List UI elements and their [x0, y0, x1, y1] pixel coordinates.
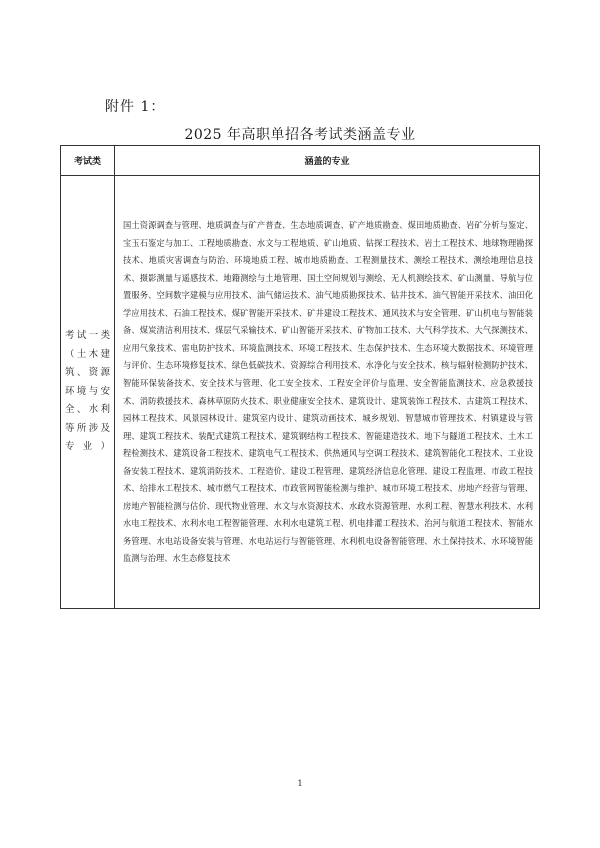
header-exam-category: 考试类	[61, 146, 115, 176]
document-title: 2025 年高职单招各考试类涵盖专业	[184, 127, 416, 143]
majors-table	[60, 145, 540, 609]
majors-list-text: 国土资源调查与管理、地质调查与矿产普查、生态地质调查、矿产地质勘查、煤田地质勘查、岩矿分析与鉴定、宝玉石鉴定与加工、工程地质勘查、水文与工程地质、矿山地质、钻探工程技术、岩土工程技术、地球物理勘探技术、地质灾害调查与防治、环境地质工程、城市地质勘查、工程测量技术、测绘工程技术、测绘地理信息技术、摄影测量与遥感技术、地籍测绘与土地管理、国土空间规划与测绘、无人机测绘技术、矿山测量、导航与位置服务、空间数字建模与应用技术、油气储运技术、油气地质勘探技术、钻井技术、油气智能开采技术、油田化学应用技术、石油工程技术、煤矿智能开采技术、矿井建设工程技术、通风技术与安全管理、矿山机电与智能装备、煤炭清洁利用技术、煤层气采输技术、矿山智能开采技术、矿物加工技术、大气科学技术、大气探测技术、应用气象技术、雷电防护技术、环境监测技术、环境工程技术、生态保护技术、生态环境大数据技术、环境管理与评价、生态环境修复技术、绿色低碳技术、资源综合利用技术、水净化与安全技术、核与辐射检测防护技术、智能环保装备技术、安全技术与管理、化工安全技术、工程安全评价与监理、安全智能监测技术、应急救援技术、消防救援技术、森林草原防火技术、职业健康安全技术、建筑设计、建筑装饰工程技术、古建筑工程技术、园林工程技术、风景园林设计、建筑室内设计、建筑动画技术、城乡规划、智慧城市管理技术、村镇建设与管理、建筑工程技术、装配式建筑工程技术、建筑钢结构工程技术、智能建造技术、地下与隧道工程技术、土木工程检测技术、建筑设备工程技术、建筑电气工程技术、供热通风与空调工程技术、建筑智能化工程技术、工业设备安装工程技术、建筑消防技术、工程造价、建设工程管理、建筑经济信息化管理、建设工程监理、市政工程技术、给排水工程技术、城市燃气工程技术、市政管网智能检测与维护、城市环境工程技术、房地产经营与管理、房地产智能检测与估价、现代物业管理、水文与水资源技术、水政水资源管理、水利工程、智慧水利技术、水利水电工程技术、水利水电工程智能管理、水利水电建筑工程、机电排灌工程技术、治河与航道工程技术、智能水务管理、水电站设备安装与管理、水电站运行与智能管理、水利机电设备智能管理、水土保持技术、水环境智能监测与治理、水生态修复技术	[123, 220, 533, 564]
header-covered-majors: 涵盖的专业	[115, 146, 540, 176]
table-row	[61, 176, 540, 609]
exam-category-text: 考试一类（土木建筑、资源环境与安全、水利等所涉及专业）	[65, 329, 110, 453]
table-header-row	[61, 146, 540, 176]
majors-cell	[115, 176, 540, 609]
attachment-label: 附件 1：	[105, 99, 166, 115]
category-cell	[61, 176, 115, 609]
page-number: 1	[297, 779, 303, 788]
